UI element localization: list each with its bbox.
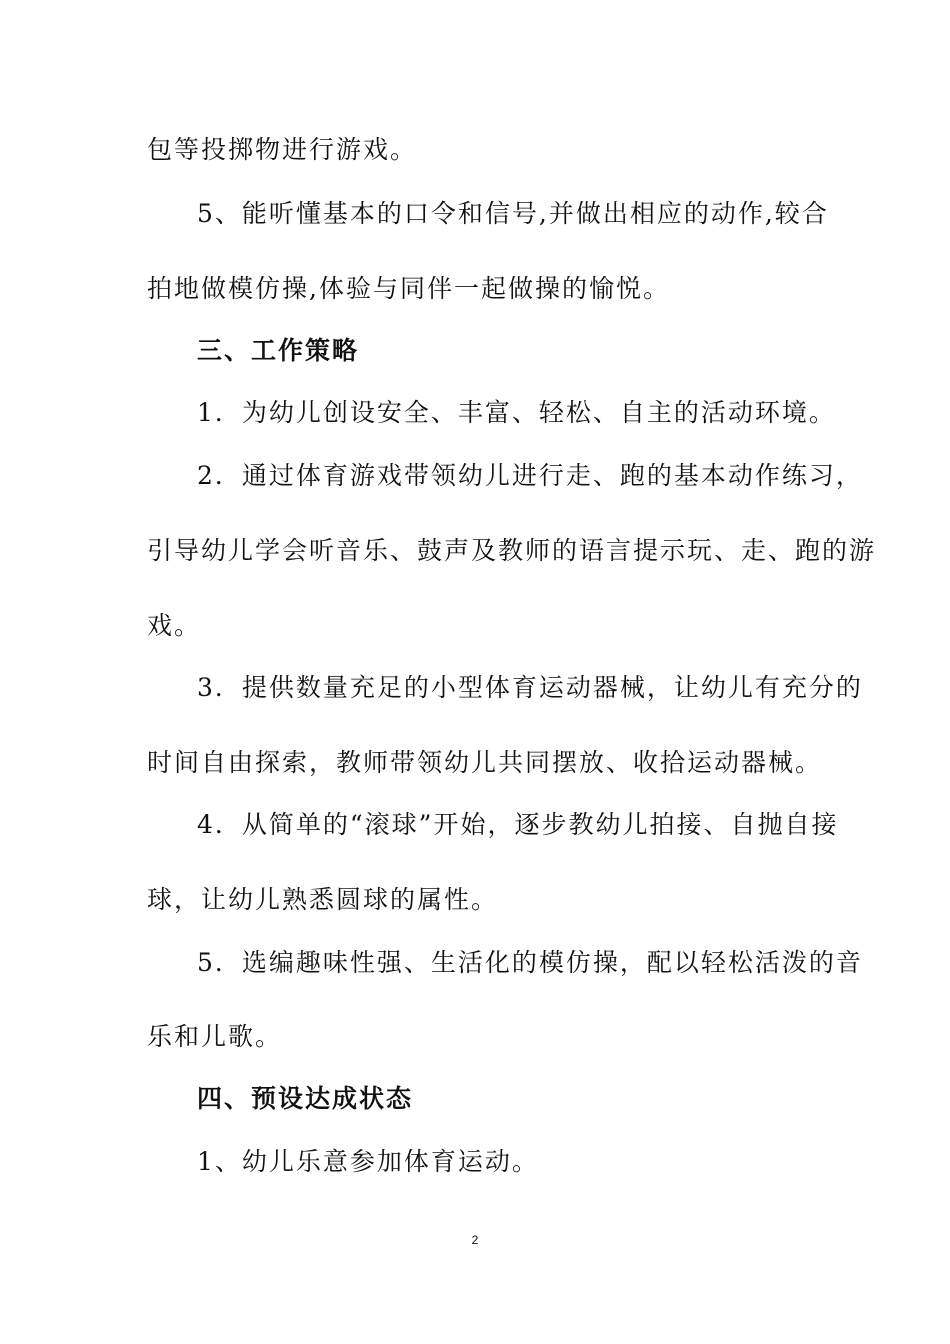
- paragraph-line: 球，让幼儿熟悉圆球的属性。: [147, 885, 499, 914]
- paragraph-line: 5、能听懂基本的口令和信号,并做出相应的动作,较合: [197, 199, 829, 228]
- paragraph-line: 5．选编趣味性强、生活化的模仿操，配以轻松活泼的音: [197, 948, 863, 977]
- paragraph-line: 乐和儿歌。: [147, 1022, 283, 1051]
- paragraph-line: 时间自由探索，教师带领幼儿共同摆放、收拾运动器械。: [147, 748, 823, 777]
- section-heading: 四、预设达成状态: [197, 1084, 414, 1113]
- page-number: 2: [471, 1233, 479, 1247]
- paragraph-line: 1．为幼儿创设安全、丰富、轻松、自主的活动环境。: [197, 398, 836, 427]
- paragraph-line: 包等投掷物进行游戏。: [147, 135, 418, 164]
- paragraph-line: 4．从简单的“滚球”开始，逐步教幼儿拍接、自抛自接: [197, 810, 839, 839]
- section-heading: 三、工作策略: [197, 336, 360, 365]
- paragraph-line: 2．通过体育游戏带领幼儿进行走、跑的基本动作练习，: [197, 461, 863, 490]
- paragraph-line: 拍地做模仿操,体验与同伴一起做操的愉悦。: [147, 274, 670, 303]
- paragraph-line: 戏。: [147, 611, 202, 640]
- paragraph-line: 1、幼儿乐意参加体育运动。: [197, 1147, 539, 1176]
- paragraph-line: 3．提供数量充足的小型体育运动器械，让幼儿有充分的: [197, 673, 863, 702]
- paragraph-line: 引导幼儿学会听音乐、鼓声及教师的语言提示玩、走、跑的游: [147, 536, 877, 565]
